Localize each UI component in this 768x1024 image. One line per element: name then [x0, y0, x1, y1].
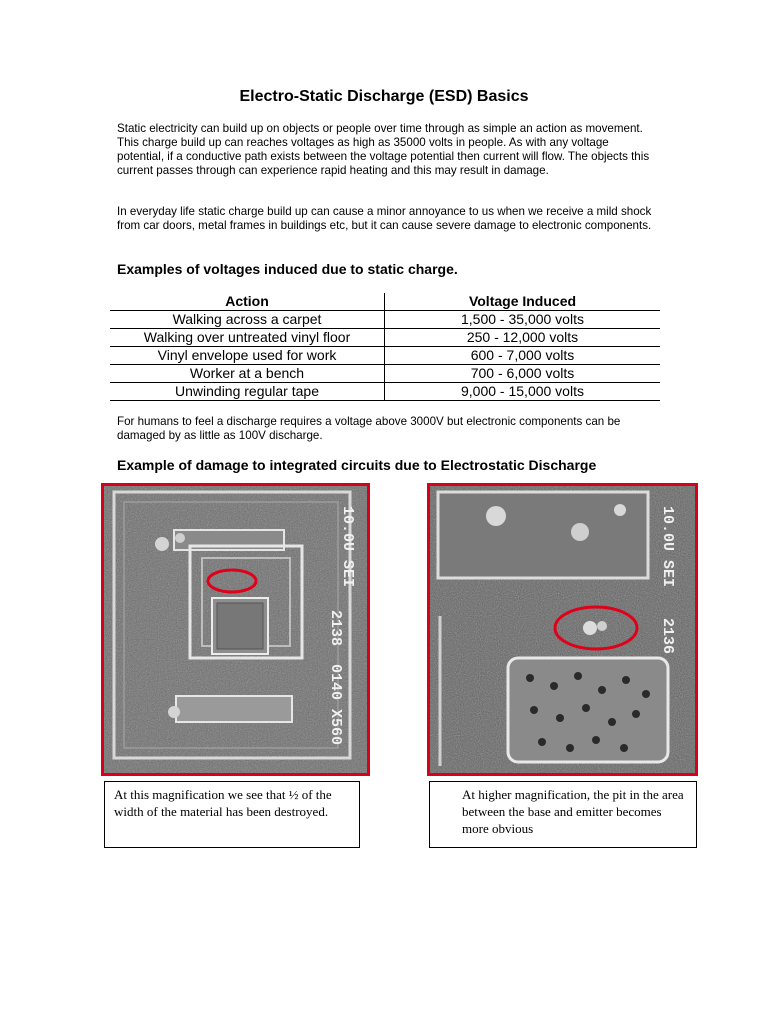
caption-high-magnification: At higher magnification, the pit in the area between the base and emitter becomes more obvious [429, 781, 697, 848]
table-row [110, 311, 660, 329]
micrograph-high-magnification [427, 483, 698, 776]
voltage-cell: 600 - 7,000 volts [385, 347, 661, 365]
action-cell: Walking across a carpet [110, 311, 385, 329]
micrograph-id-label: 2138 [327, 610, 344, 647]
column-header-voltage: Voltage Induced [385, 293, 661, 311]
everyday-paragraph: In everyday life static charge build up can cause a minor annoyance to us when we receive a mild shock from car doors, metal frames in buildings etc, but it can cause severe damage to electronic components. [117, 205, 652, 232]
column-header-action: Action [110, 293, 385, 311]
voltage-cell: 1,500 - 35,000 volts [385, 311, 661, 329]
voltages-heading: Examples of voltages induced due to static charge. [117, 261, 458, 277]
voltage-cell: 9,000 - 15,000 volts [385, 383, 661, 401]
voltage-cell: 700 - 6,000 volts [385, 365, 661, 383]
table-row [110, 365, 660, 383]
intro-paragraph: Static electricity can build up on objects or people over time through as simple an action as movement. This charge build up can reaches voltages as high as 35000 volts in people. As with any voltage potential, if a conductive path exists between the voltage potential then current will flow. The objects this current passes through can experience rapid heating and this may result in damage. [117, 122, 650, 177]
table-row [110, 329, 660, 347]
page-title: Electro-Static Discharge (ESD) Basics [239, 88, 529, 105]
micrograph-scale-label: 10.0U SEI [659, 506, 676, 588]
micrograph-scale-label: 10.0U SEI [339, 506, 356, 588]
voltage-table [110, 293, 660, 401]
micrograph-low-image [104, 486, 367, 773]
caption-low-magnification: At this magnification we see that ½ of the width of the material has been destroyed. [104, 781, 360, 848]
table-row [110, 347, 660, 365]
table-row [110, 383, 660, 401]
table-header-row [110, 293, 660, 311]
action-cell: Unwinding regular tape [110, 383, 385, 401]
voltage-cell: 250 - 12,000 volts [385, 329, 661, 347]
micrograph-id-label: 2136 [659, 618, 676, 655]
action-cell: Worker at a bench [110, 365, 385, 383]
action-cell: Walking over untreated vinyl floor [110, 329, 385, 347]
damage-heading: Example of damage to integrated circuits due to Electrostatic Discharge [117, 457, 597, 473]
micrograph-low-magnification [101, 483, 370, 776]
action-cell: Vinyl envelope used for work [110, 347, 385, 365]
threshold-paragraph: For humans to feel a discharge requires a voltage above 3000V but electronic components can be damaged by as little as 100V discharge. [117, 415, 621, 442]
micrograph-high-image [430, 486, 695, 773]
micrograph-mag-label: 0140 X560 [327, 664, 344, 746]
